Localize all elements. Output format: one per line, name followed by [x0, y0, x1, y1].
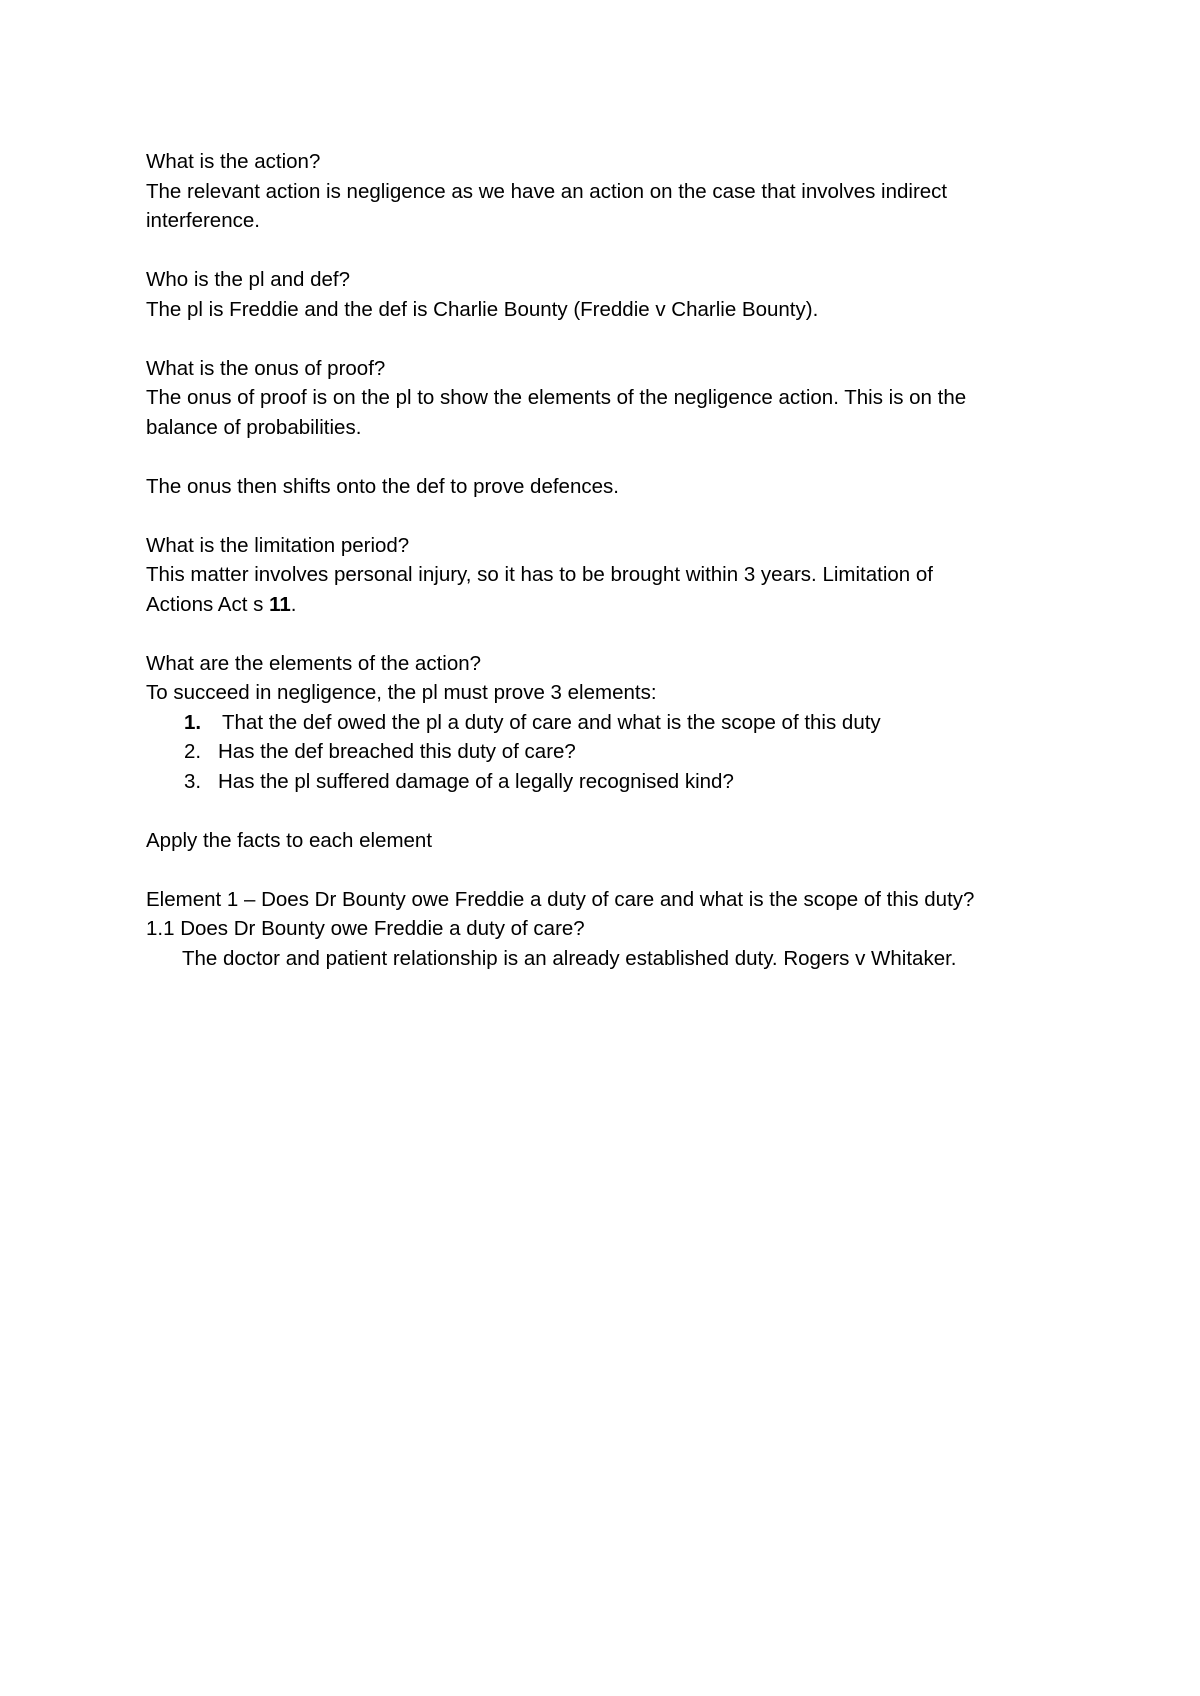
elements-intro: To succeed in negligence, the pl must prove 3 elements: [146, 681, 657, 704]
answer-limitation-line-1: This matter involves personal injury, so it has to be brought within 3 years. Limitation of [146, 563, 933, 586]
answer-limitation-line-2 [146, 590, 1066, 620]
list-item [146, 737, 1066, 767]
answer-action-line-2: interference. [146, 209, 260, 232]
question-limitation: What is the limitation period? [146, 533, 410, 557]
section-apply [146, 826, 1066, 856]
elements-list [146, 708, 1066, 797]
list-item-text: Has the pl suffered damage of a legally recognised kind? [218, 769, 734, 793]
document-body [146, 147, 1066, 973]
element-1-subanswer: The doctor and patient relationship is an already established duty. Rogers v Whitaker. [182, 946, 957, 970]
list-item-text: That the def owed the pl a duty of care and what is the scope of this duty [222, 710, 881, 734]
list-item-text: Has the def breached this duty of care? [218, 740, 576, 763]
section-action [146, 147, 1066, 236]
element-1-subquestion [146, 914, 1066, 944]
section-limitation [146, 531, 1066, 620]
apply-heading: Apply the facts to each element [146, 828, 433, 852]
section-parties [146, 265, 1066, 324]
element-1-heading: Element 1 – Does Dr Bounty owe Freddie a duty of care and what is the scope of this duty? [146, 887, 975, 911]
limitation-act-suffix: . [290, 592, 297, 616]
subquestion-number: 1.1 [146, 917, 175, 940]
section-element-1 [146, 885, 1066, 974]
list-item [146, 767, 1066, 797]
subquestion-text: Does Dr Bounty owe Freddie a duty of care? [174, 917, 585, 940]
list-item [146, 708, 1066, 738]
list-item-number: 1. [184, 710, 202, 734]
list-item-number: 3. [184, 769, 202, 793]
answer-parties: The pl is Freddie and the def is Charlie Bounty (Freddie v Charlie Bounty). [146, 297, 819, 321]
section-onus [146, 354, 1066, 443]
section-defences [146, 472, 1066, 502]
question-elements: What are the elements of the action? [146, 651, 482, 675]
limitation-act-prefix: Actions Act s [146, 592, 270, 616]
question-parties: Who is the pl and def? [146, 268, 350, 291]
limitation-section-number: 11 [269, 592, 291, 616]
question-onus: What is the onus of proof? [146, 356, 386, 380]
onus-defences-text: The onus then shifts onto the def to prove defences. [146, 474, 619, 498]
answer-onus-line-2: balance of probabilities. [146, 415, 362, 439]
section-elements [146, 649, 1066, 797]
question-action: What is the action? [146, 150, 321, 173]
answer-onus-line-1: The onus of proof is on the pl to show the elements of the negligence action. This is on the [146, 386, 967, 409]
answer-action-line-1: The relevant action is negligence as we have an action on the case that involves indirect [146, 179, 948, 203]
list-item-number: 2. [184, 740, 202, 763]
